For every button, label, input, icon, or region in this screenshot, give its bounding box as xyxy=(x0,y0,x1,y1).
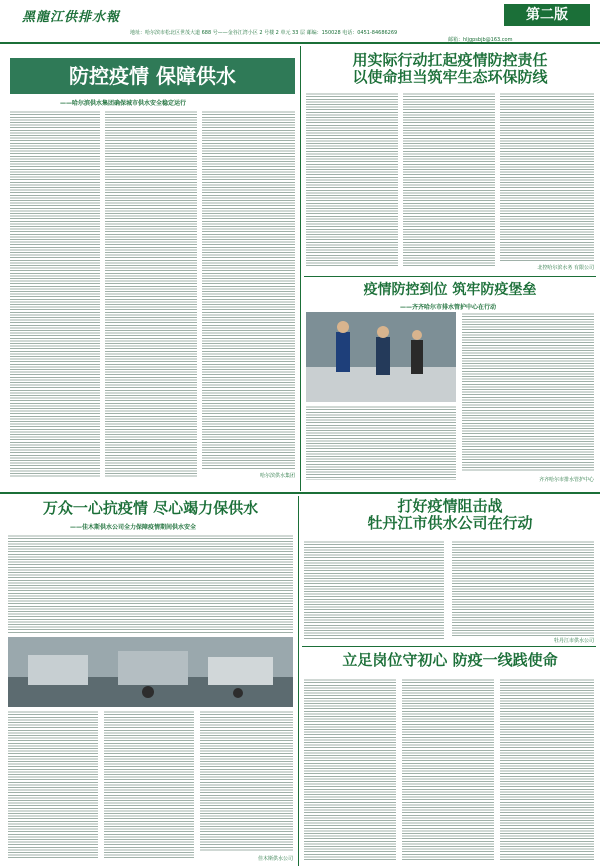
article5-title xyxy=(304,498,596,533)
article4-text-col3 xyxy=(200,710,293,852)
article1-text-col1 xyxy=(10,110,100,478)
article6-text-col3 xyxy=(500,678,594,860)
masthead-email: 邮箱：hljgpsbjb@163.com xyxy=(448,37,513,43)
article1-signature: 哈尔滨供水集团 xyxy=(259,473,295,479)
article2-text-col3 xyxy=(500,92,594,262)
column-divider-bottom xyxy=(298,496,299,866)
article1-subtitle: ——哈尔滨供水集团确保城市供水安全稳定运行 xyxy=(60,100,187,107)
page-divider xyxy=(0,492,600,494)
epidemic-workers-photo xyxy=(306,312,456,402)
article4-subtitle: ——佳木斯供水公司全力保障疫情期间供水安全 xyxy=(70,524,197,531)
article2-text-col2 xyxy=(403,92,495,267)
article3-subtitle: ——齐齐哈尔市排水管护中心在行动 xyxy=(400,304,497,311)
article4-title: 万众一心抗疫情 尽心竭力保供水 xyxy=(42,499,259,517)
article2-title-line2: 以使命担当筑牢生态环保防线 xyxy=(352,68,548,87)
article2-signature: 北控哈尔滨水务 有限公司 xyxy=(537,265,594,271)
article6-text-col2 xyxy=(402,678,494,860)
article4-photo xyxy=(8,637,293,707)
article4-text-top xyxy=(8,534,293,634)
newspaper-logo: 黑龍江供排水報 xyxy=(22,10,121,25)
article3-title: 疫情防控到位 筑牢防疫堡垒 xyxy=(363,282,537,298)
masthead-address: 地址：哈尔滨市松北区世茂大道 688 号——金谷江湾小区 2 号楼 2 单元 33 层 邮编：150028 电话：0451-84686269 xyxy=(130,30,398,36)
article2-title xyxy=(305,52,595,87)
article1-text-col3 xyxy=(202,110,295,470)
article5-text-col1 xyxy=(304,540,444,640)
article4-signature: 佳木斯供水公司 xyxy=(257,856,293,862)
article5-signature: 牡丹江市供水公司 xyxy=(553,638,594,644)
article3-signature: 齐齐哈尔市排水管护中心 xyxy=(538,477,594,483)
article4-text-col2 xyxy=(104,710,194,860)
column-divider xyxy=(300,46,301,491)
article3-photo xyxy=(306,312,456,402)
article6-title: 立足岗位守初心 防疫一线践使命 xyxy=(342,651,558,669)
water-plant-photo xyxy=(8,637,293,707)
article6-text-col1 xyxy=(304,678,396,860)
article2-text-col1 xyxy=(306,92,398,267)
article5-text-col2 xyxy=(452,540,594,636)
article1-banner: 防控疫情 保障供水 xyxy=(10,58,295,94)
edition-label: 第二版 xyxy=(504,4,590,26)
article1-text-col2 xyxy=(105,110,197,478)
article5-title-line2: 牡丹江市供水公司在行动 xyxy=(367,514,533,533)
article3-text-col2 xyxy=(462,312,594,472)
masthead xyxy=(0,0,600,44)
article3-text-col1 xyxy=(306,405,456,480)
article5-title-line1: 打好疫情阻击战 xyxy=(397,497,503,515)
article4-text-col1 xyxy=(8,710,98,860)
section-rule-2 xyxy=(302,646,596,647)
article2-title-line1: 用实际行动扛起疫情防控责任 xyxy=(352,51,548,69)
section-rule xyxy=(304,276,596,277)
